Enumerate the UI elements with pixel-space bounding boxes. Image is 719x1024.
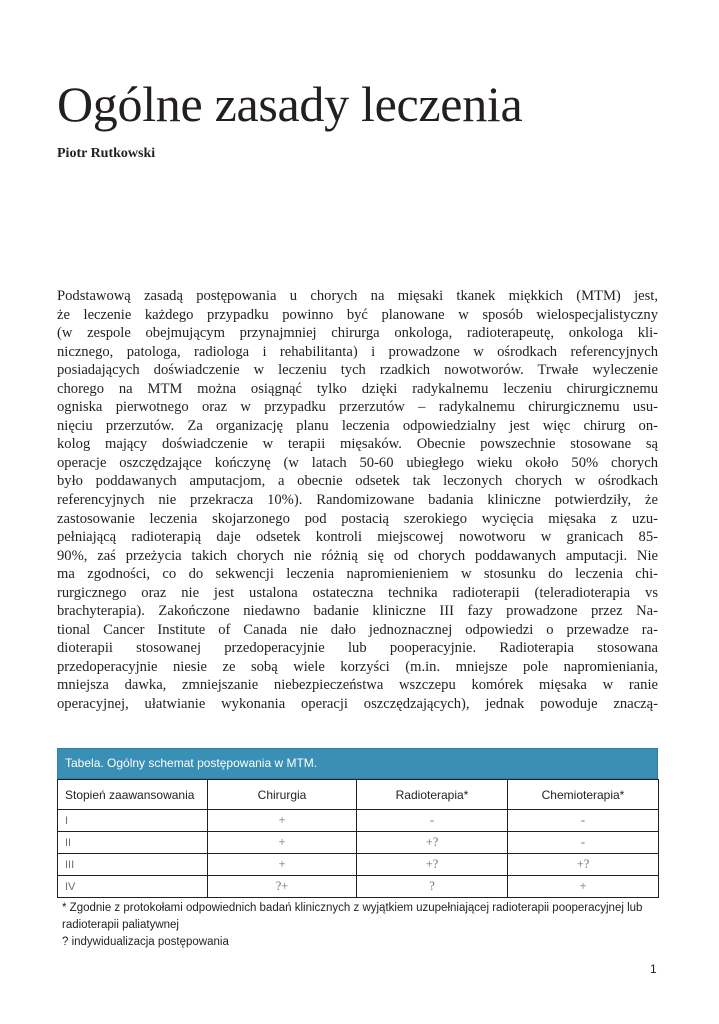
paragraph-line: pełniającą radioterapią daje odsetek kontroli miejscowej nowotworu w granicach 85- [57, 529, 658, 546]
header-surgery: Chirurgia [208, 780, 357, 810]
paragraph-line: że leczenie każdego przypadku powinno być planowane w sposób wielospecjalistyczny [57, 306, 658, 323]
treatment-table [57, 748, 658, 898]
cell-stage: IV [58, 876, 208, 898]
paragraph-line: 90%, zaś przeżycia takich chorych nie różnią się od chorych poddawanych amputacji. Nie [57, 547, 658, 564]
table-row [58, 810, 659, 832]
cell-stage: I [58, 810, 208, 832]
paragraph-line: było poddawanych amputacjom, a obecnie odsetek tak leczonych chorych w ośrodkach [57, 473, 658, 490]
paragraph-line: dioterapii stosowanej przedoperacyjnie lub pooperacyjnie. Radioterapia stosowana [57, 640, 658, 657]
cell-stage: III [58, 854, 208, 876]
paragraph-line: kolog mający doświadczenie w terapii mięsaków. Obecnie powszechnie stosowane są [57, 436, 658, 453]
cell-chemotherapy: - [508, 810, 659, 832]
paragraph-line: rurgicznego oraz nie jest ustalona ostateczna technika radioterapii (teleradioterapia vs [57, 584, 658, 601]
paragraph-line: przedoperacyjnie niesie ze sobą wiele korzyści (m.in. mniejsze pole napromieniania, [57, 658, 658, 675]
cell-chemotherapy: + [508, 876, 659, 898]
paragraph-line: tional Cancer Institute of Canada nie dało jednoznacznej odpowiedzi o przewadze ra- [57, 621, 658, 638]
paragraph-line: posiadających doświadczenie w leczeniu tych rzadkich nowotworów. Trwałe wyleczenie [57, 362, 658, 379]
paragraph-line: operacyjnej, ułatwianie wykonania operacji oszczędzających), jednak powoduje znaczą- [57, 696, 658, 713]
cell-radiotherapy: +? [357, 854, 508, 876]
cell-radiotherapy: ? [357, 876, 508, 898]
paragraph-line: nicznego, patologa, radiologa i rehabilitanta) i prowadzone w ośrodkach referencyjnych [57, 343, 658, 360]
body-paragraph [57, 287, 658, 714]
table-caption: Tabela. Ogólny schemat postępowania w MTM. [57, 748, 658, 779]
paragraph-line: referencyjnych nie przekracza 10%). Randomizowane badania kliniczne potwierdziły, że [57, 492, 658, 509]
paragraph-line: (w zespole obejmującym przynajmniej chirurga onkologa, radioterapeutę, onkologa kli- [57, 325, 658, 342]
paragraph-line: mniejsza dawka, zmniejszanie niebezpieczeństwa wszczepu komórek mięsaka w ranie [57, 677, 658, 694]
cell-surgery: + [208, 832, 357, 854]
paragraph-line: ma zgodności, co do sekwencji leczenia napromienieniem w stosunku do leczenia chi- [57, 566, 658, 583]
paragraph-line: brachyterapia). Zakończone niedawno badanie kliniczne III fazy prowadzone przez Na- [57, 603, 658, 620]
table-header-row [58, 780, 659, 810]
cell-surgery: ?+ [208, 876, 357, 898]
paragraph-line: operacje oszczędzające kończynę (w latach 50-60 ubiegłego wieku około 50% chorych [57, 454, 658, 471]
cell-surgery: + [208, 810, 357, 832]
cell-surgery: + [208, 854, 357, 876]
table-row [58, 854, 659, 876]
paragraph-line: ogniska pierwotnego oraz w przypadku przerzutów – radykalnemu chirurgicznemu usu- [57, 399, 658, 416]
footnote-asterisk-line2: radioterapii paliatywnej [62, 919, 179, 931]
paragraph-line: Podstawową zasadą postępowania u chorych na mięsaki tkanek miękkich (MTM) jest, [57, 288, 658, 304]
treatment-schema-table [57, 779, 659, 898]
footnote-question: ? indywidualizacja postępowania [62, 936, 229, 948]
paragraph-line: zastosowanie leczenia skojarzonego pod postacią szerokiego wycięcia mięsaka z uzu- [57, 510, 658, 527]
cell-chemotherapy: +? [508, 854, 659, 876]
table-footnotes [62, 900, 662, 951]
header-chemotherapy: Chemioterapia* [508, 780, 659, 810]
cell-radiotherapy: - [357, 810, 508, 832]
paragraph-line: chorego na MTM można osiągnąć tylko dzięki radykalnemu leczeniu chirurgicznemu [57, 380, 658, 397]
header-stage: Stopień zaawansowania [58, 780, 208, 810]
cell-chemotherapy: - [508, 832, 659, 854]
page-number: 1 [650, 962, 657, 976]
header-radiotherapy: Radioterapia* [357, 780, 508, 810]
paragraph-line: nięciu przerzutów. Za organizację planu leczenia odpowiedzialny jest więc chirurg on- [57, 417, 658, 434]
author-name: Piotr Rutkowski [57, 146, 156, 161]
cell-radiotherapy: +? [357, 832, 508, 854]
footnote-asterisk-line1: * Zgodnie z protokołami odpowiednich badań klinicznych z wyjątkiem uzupełniającej radioterapii pooperacyjnej lub [62, 902, 643, 914]
cell-stage: II [58, 832, 208, 854]
page-title: Ogólne zasady leczenia [57, 76, 523, 132]
table-row [58, 876, 659, 898]
table-row [58, 832, 659, 854]
